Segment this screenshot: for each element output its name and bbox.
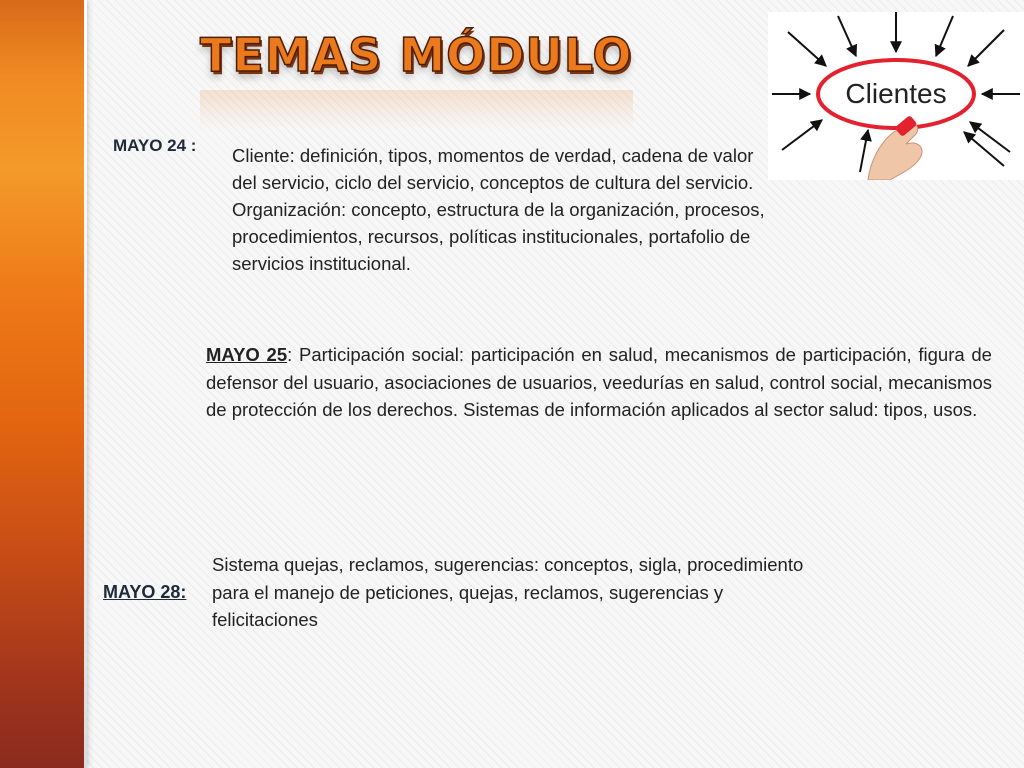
section-text-mayo-24 bbox=[232, 142, 828, 277]
page-title: TEMAS MÓDULO bbox=[200, 28, 633, 82]
text-line: procedimientos, recursos, políticas institucionales, portafolio de bbox=[232, 226, 751, 247]
side-bar-decoration bbox=[0, 0, 84, 768]
hand-shape bbox=[868, 124, 922, 180]
text-line: felicitaciones bbox=[212, 609, 318, 630]
text-line: servicios institucional. bbox=[232, 253, 411, 274]
text-line: Sistema quejas, reclamos, sugerencias: conceptos, sigla, procedimiento bbox=[212, 554, 804, 575]
section-text-mayo-25: : Participación social: participación en salud, mecanismos de participación, figura de defensor del usuario, asociaciones de usuarios, veedurías en salud, control social, mecanismos de protección de los derechos. Sistemas de información aplicados al sector salud: tipos, usos. bbox=[206, 344, 992, 420]
section-mayo-25 bbox=[206, 341, 992, 424]
text-line: para el manejo de peticiones, quejas, reclamos, sugerencias y bbox=[212, 581, 724, 603]
text-line: Cliente: definición, tipos, momentos de verdad, cadena de valor bbox=[232, 145, 754, 166]
clients-word: Clientes bbox=[845, 78, 947, 109]
text-line: del servicio, ciclo del servicio, conceptos de cultura del servicio. bbox=[232, 172, 754, 193]
section-label-mayo-25: MAYO 25 bbox=[206, 344, 288, 365]
text-line: Organización: concepto, estructura de la organización, procesos, bbox=[232, 199, 765, 220]
section-label-mayo-28: MAYO 28: bbox=[103, 582, 187, 602]
section-label-mayo-24: MAYO 24 : bbox=[113, 136, 197, 155]
section-text-mayo-28 bbox=[212, 551, 892, 634]
